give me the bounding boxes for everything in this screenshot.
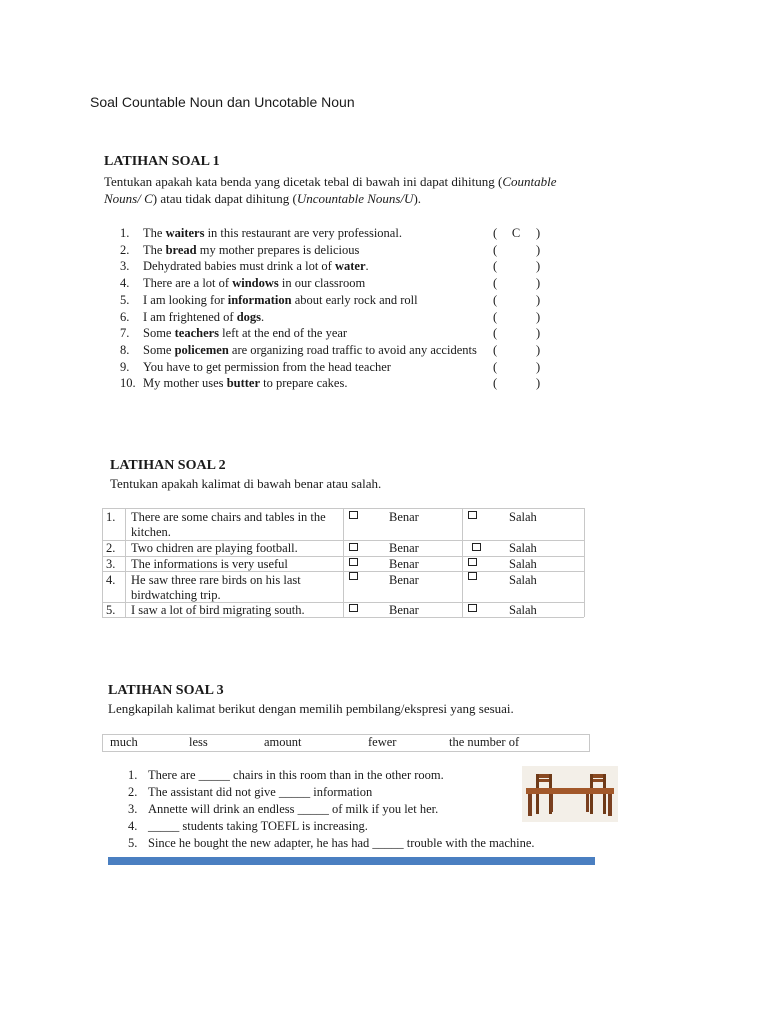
- paren-close: ): [536, 259, 541, 274]
- fill-blank-question: [128, 819, 368, 834]
- question-text-part: I am frightened of: [143, 309, 237, 324]
- instruction-italic: Countable: [502, 174, 557, 189]
- question-text: [143, 343, 477, 358]
- question-text-part: Dehydrated babies must drink a lot of: [143, 259, 335, 274]
- question-text: _____ students taking TOEFL is increasing.: [148, 819, 368, 833]
- question-text-part: Some: [143, 342, 175, 357]
- statement-line: Two chidren are playing football.: [131, 541, 298, 555]
- statement-text: [131, 557, 341, 572]
- question-text: The assistant did not give _____ information: [148, 785, 373, 799]
- option-salah-label: Salah: [509, 573, 537, 587]
- question-text-part: in this restaurant are very professional.: [204, 226, 402, 240]
- statement-text: [131, 573, 341, 603]
- question-text: [143, 293, 418, 308]
- noun-highlight: bread: [165, 242, 197, 257]
- row-number: 5.: [106, 603, 116, 617]
- question-text: Since he bought the new adapter, he has had _____ trouble with the machine.: [148, 836, 535, 850]
- paren-open: (: [493, 276, 498, 291]
- question-number: 1.: [128, 768, 138, 782]
- statement-text: [131, 603, 341, 618]
- instruction-italic: Uncountable Nouns/U: [296, 191, 414, 206]
- paren-open: (: [493, 359, 498, 374]
- statement-text: [131, 510, 341, 540]
- noun-highlight: waiters: [165, 226, 205, 240]
- question-text-part: my mother prepares is delicious: [196, 242, 360, 257]
- word-bank-item: the number of: [449, 735, 520, 749]
- checkbox-salah: [468, 572, 477, 580]
- document-title: Soal Countable Noun dan Uncotable Noun: [90, 94, 355, 110]
- question-text: [143, 326, 347, 341]
- row-number: 1.: [106, 510, 116, 524]
- question-row: [120, 276, 550, 293]
- statement-text: [131, 541, 341, 556]
- question-row: [120, 376, 550, 393]
- checkbox-salah: [468, 604, 477, 612]
- paren-open: (: [493, 342, 498, 357]
- question-row: [120, 360, 550, 377]
- noun-highlight: teachers: [174, 326, 220, 341]
- paren-open: (: [493, 292, 498, 307]
- question-row: [120, 343, 550, 360]
- statement-line: birdwatching trip.: [131, 588, 221, 602]
- option-salah-label: Salah: [509, 603, 537, 617]
- paren-open: (: [493, 226, 498, 240]
- checkbox-benar: [349, 604, 358, 612]
- question-text-part: Some: [143, 326, 175, 341]
- noun-highlight: water: [334, 259, 366, 274]
- checkbox-salah: [468, 558, 477, 566]
- table-rule: [102, 508, 103, 617]
- question-row: [120, 293, 550, 310]
- question-row: [120, 243, 550, 260]
- instruction-text: ) atau tidak dapat dihitung (: [152, 191, 297, 206]
- fill-blank-question: [128, 785, 372, 800]
- instruction-text: Tentukan apakah kata benda yang dicetak tebal di bawah ini dapat dihitung (: [104, 174, 503, 189]
- option-benar-label: Benar: [389, 573, 419, 587]
- paren-close: ): [536, 359, 541, 374]
- paren-open: (: [493, 326, 498, 341]
- statement-line: I saw a lot of bird migrating south.: [131, 603, 305, 617]
- question-text: [143, 310, 264, 325]
- checkbox-benar: [349, 558, 358, 566]
- question-text: [143, 360, 391, 375]
- instruction-text: ).: [413, 191, 422, 206]
- question-number: 4.: [120, 276, 130, 291]
- answer-value: C: [511, 226, 521, 240]
- question-number: 10.: [120, 376, 136, 391]
- table-rule: [584, 508, 585, 617]
- word-bank-item: much: [110, 735, 138, 749]
- question-text-part: to prepare cakes.: [260, 376, 348, 391]
- question-text-part: about early rock and roll: [291, 292, 418, 307]
- question-text-part: .: [365, 259, 369, 274]
- question-number: 6.: [120, 309, 130, 324]
- section2-heading: LATIHAN SOAL 2: [110, 458, 226, 473]
- instruction-italic: Nouns/ C: [104, 191, 153, 206]
- question-text-part: There are a lot of: [143, 276, 233, 291]
- checkbox-benar: [349, 543, 358, 551]
- option-salah-label: Salah: [509, 541, 537, 555]
- question-number: 5.: [120, 292, 130, 307]
- question-row: [120, 259, 550, 276]
- word-bank-item: amount: [264, 735, 302, 749]
- table-rule: [125, 508, 126, 617]
- question-number: 7.: [120, 326, 130, 341]
- section-divider-bar: [108, 857, 595, 865]
- checkbox-benar: [349, 511, 358, 519]
- question-text-part: are organizing road traffic to avoid any accidents: [228, 342, 477, 357]
- table-rule: [343, 508, 344, 617]
- statement-line: There are some chairs and tables in the: [131, 510, 326, 524]
- question-number: 4.: [128, 819, 138, 833]
- question-text-part: I am looking for: [143, 292, 228, 307]
- question-text-part: left at the end of the year: [219, 326, 348, 341]
- section1-instruction-line2: [104, 191, 421, 207]
- paren-open: (: [493, 259, 498, 274]
- question-text: [143, 376, 347, 391]
- row-number: 2.: [106, 541, 116, 555]
- question-text: Annette will drink an endless _____ of milk if you let her.: [148, 802, 439, 816]
- section1-heading: LATIHAN SOAL 1: [104, 154, 220, 169]
- question-row: [120, 310, 550, 327]
- question-number: 2.: [120, 242, 130, 257]
- question-number: 1.: [120, 226, 130, 240]
- paren-close: ): [536, 309, 541, 324]
- option-benar-label: Benar: [389, 510, 419, 524]
- question-text-part: The: [143, 226, 166, 240]
- checkbox-benar: [349, 572, 358, 580]
- fill-blank-question: [128, 768, 444, 783]
- word-bank-item: fewer: [368, 735, 397, 749]
- question-number: 9.: [120, 359, 130, 374]
- noun-highlight: information: [227, 292, 292, 307]
- paren-open: (: [493, 242, 498, 257]
- option-benar-label: Benar: [389, 541, 419, 555]
- question-text-part: My mother uses: [143, 376, 227, 391]
- question-number: 2.: [128, 785, 138, 799]
- paren-close: ): [536, 276, 541, 291]
- paren-close: ): [536, 292, 541, 307]
- paren-close: ): [536, 242, 541, 257]
- section3-instruction: Lengkapilah kalimat berikut dengan memilih pembilang/ekspresi yang sesuai.: [108, 701, 514, 716]
- paren-close: ): [536, 226, 541, 240]
- section1-instruction: [104, 174, 557, 190]
- question-row: [120, 226, 550, 243]
- section2-instruction: Tentukan apakah kalimat di bawah benar atau salah.: [110, 476, 382, 491]
- question-number: 5.: [128, 836, 138, 850]
- paren-close: ): [536, 326, 541, 341]
- word-bank-item: less: [189, 735, 208, 749]
- table-and-chairs-icon: [522, 766, 618, 822]
- question-text-part: in our classroom: [278, 276, 366, 291]
- row-number: 4.: [106, 573, 116, 587]
- paren-close: ): [536, 342, 541, 357]
- question-number: 8.: [120, 342, 130, 357]
- question-text: [143, 276, 365, 291]
- question-text-part: The: [143, 242, 166, 257]
- noun-highlight: policemen: [174, 342, 229, 357]
- question-text: [143, 226, 402, 241]
- noun-highlight: dogs: [236, 309, 262, 324]
- question-row: [120, 326, 550, 343]
- option-benar-label: Benar: [389, 557, 419, 571]
- question-text-part: You have to get permission from the head teacher: [143, 359, 391, 374]
- question-text-part: .: [261, 309, 265, 324]
- noun-highlight: windows: [232, 276, 279, 291]
- fill-blank-question: [128, 802, 438, 817]
- option-salah-label: Salah: [509, 510, 537, 524]
- statement-line: kitchen.: [131, 525, 171, 539]
- question-number: 3.: [128, 802, 138, 816]
- option-benar-label: Benar: [389, 603, 419, 617]
- paren-open: (: [493, 309, 498, 324]
- paren-close: ): [536, 376, 541, 391]
- paren-open: (: [493, 376, 498, 391]
- statement-line: He saw three rare birds on his last: [131, 573, 301, 587]
- question-number: 3.: [120, 259, 130, 274]
- question-text: [143, 243, 359, 258]
- section3-heading: LATIHAN SOAL 3: [108, 683, 224, 698]
- question-text: [143, 259, 369, 274]
- table-rule: [462, 508, 463, 617]
- checkbox-salah: [472, 543, 481, 551]
- question-text: There are _____ chairs in this room than in the other room.: [148, 768, 444, 782]
- checkbox-salah: [468, 511, 477, 519]
- fill-blank-question: [128, 836, 535, 851]
- option-salah-label: Salah: [509, 557, 537, 571]
- statement-line: The informations is very useful: [131, 557, 288, 571]
- noun-highlight: butter: [226, 376, 261, 391]
- row-number: 3.: [106, 557, 116, 571]
